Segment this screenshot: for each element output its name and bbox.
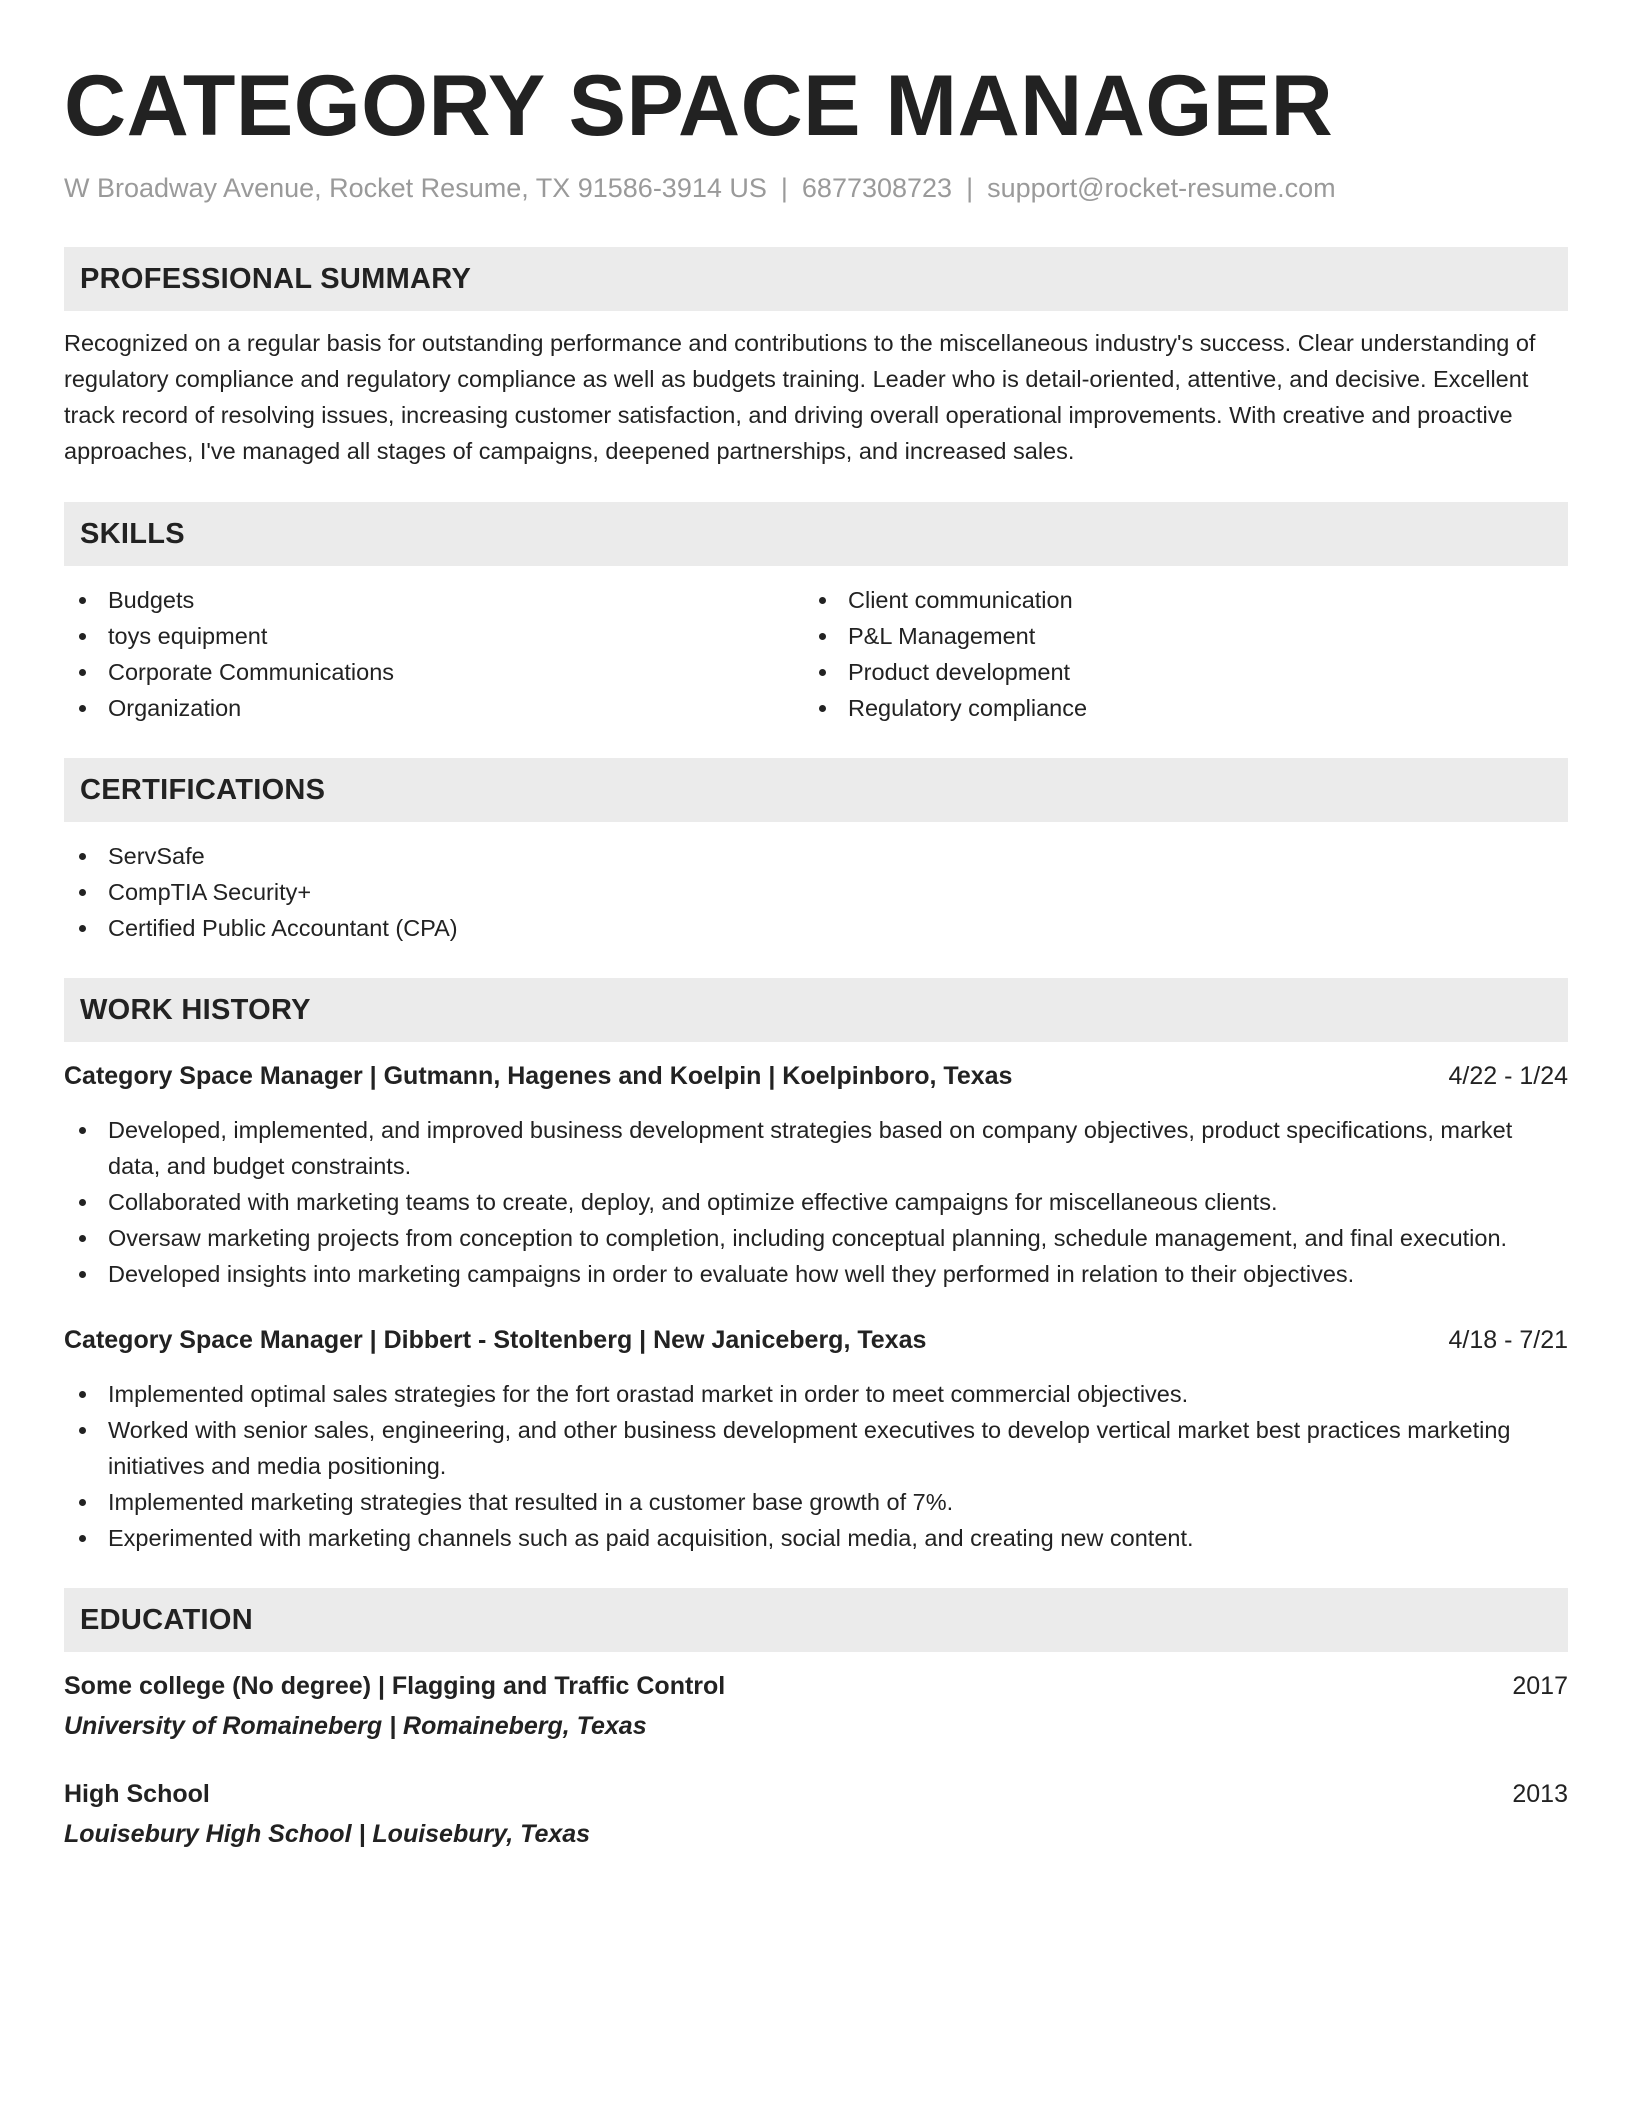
- certifications-list: [64, 838, 1568, 946]
- certification-item: CompTIA Security+: [64, 874, 1568, 910]
- education-header: [64, 1668, 1568, 1704]
- contact-phone: 6877308723: [801, 173, 953, 203]
- contact-email[interactable]: support@rocket-resume.com: [987, 173, 1336, 203]
- skills-list-left: [64, 582, 804, 726]
- education-year: 2013: [1512, 1780, 1568, 1808]
- education-entry: [64, 1776, 1568, 1852]
- education-degree: Some college (No degree) | Flagging and Traffic Control: [64, 1672, 726, 1700]
- job-bullet: Developed insights into marketing campaigns in order to evaluate how well they performed in relation to their objectives.: [64, 1256, 1568, 1292]
- education-header: [64, 1776, 1568, 1812]
- job-title: Category Space Manager | Dibbert - Stoltenberg | New Janiceberg, Texas: [64, 1326, 927, 1354]
- job-bullet: Oversaw marketing projects from conception to completion, including conceptual planning, schedule management, and final execution.: [64, 1220, 1568, 1256]
- job-bullets: [64, 1112, 1568, 1292]
- job-entry: [64, 1322, 1568, 1556]
- education-degree: High School: [64, 1780, 210, 1808]
- education-school: Louisebury High School | Louisebury, Texas: [64, 1820, 591, 1848]
- job-bullet: Worked with senior sales, engineering, and other business development executives to develop vertical market best practices marketing initiatives and media positioning.: [64, 1412, 1568, 1484]
- job-title: Category Space Manager | Gutmann, Hagenes and Koelpin | Koelpinboro, Texas: [64, 1062, 1013, 1090]
- job-bullet: Developed, implemented, and improved business development strategies based on company objectives, product specifications, market data, and budget constraints.: [64, 1112, 1568, 1184]
- job-dates: 4/18 - 7/21: [1448, 1326, 1568, 1354]
- section-heading-education: EDUCATION: [64, 1588, 1568, 1652]
- job-dates: 4/22 - 1/24: [1448, 1062, 1568, 1090]
- certification-item: ServSafe: [64, 838, 1568, 874]
- summary-text: Recognized on a regular basis for outstanding performance and contributions to the miscellaneous industry's success. Clear understanding of regulatory compliance and regulatory compliance as well as budgets training. Leader who is detail-oriented, attentive, and decisive. Excellent track record of resolving issues, increasing customer satisfaction, and driving overall operational improvements. With creative and proactive approaches, I've managed all stages of campaigns, deepened partnerships, and increased sales.: [64, 330, 1536, 464]
- section-heading-work-history: WORK HISTORY: [64, 978, 1568, 1042]
- certification-item: Certified Public Accountant (CPA): [64, 910, 1568, 946]
- contact-line: [64, 170, 1568, 206]
- skill-item: Corporate Communications: [64, 654, 804, 690]
- job-bullet: Experimented with marketing channels such as paid acquisition, social media, and creating new content.: [64, 1520, 1568, 1556]
- skill-item: Regulatory compliance: [804, 690, 1544, 726]
- job-bullet: Collaborated with marketing teams to create, deploy, and optimize effective campaigns for miscellaneous clients.: [64, 1184, 1568, 1220]
- skill-item: Organization: [64, 690, 804, 726]
- job-entry: [64, 1058, 1568, 1292]
- candidate-name: CATEGORY SPACE MANAGER: [64, 58, 1334, 154]
- job-bullet: Implemented marketing strategies that resulted in a customer base growth of 7%.: [64, 1484, 1568, 1520]
- skill-item: Product development: [804, 654, 1544, 690]
- education-entry: [64, 1668, 1568, 1744]
- contact-separator: |: [966, 173, 974, 203]
- contact-address: W Broadway Avenue, Rocket Resume, TX 91586-3914 US: [64, 173, 767, 203]
- skill-item: Client communication: [804, 582, 1544, 618]
- section-heading-summary: PROFESSIONAL SUMMARY: [64, 247, 1568, 311]
- skill-item: toys equipment: [64, 618, 804, 654]
- job-bullet: Implemented optimal sales strategies for the fort orastad market in order to meet commercial objectives.: [64, 1376, 1568, 1412]
- section-heading-skills: SKILLS: [64, 502, 1568, 566]
- skill-item: P&L Management: [804, 618, 1544, 654]
- skill-item: Budgets: [64, 582, 804, 618]
- education-year: 2017: [1512, 1672, 1568, 1700]
- skills-list-right: [804, 582, 1544, 726]
- job-header: [64, 1058, 1568, 1094]
- skills-grid: [64, 582, 1568, 726]
- job-header: [64, 1322, 1568, 1358]
- education-school: University of Romaineberg | Romaineberg, Texas: [64, 1712, 647, 1740]
- job-bullets: [64, 1376, 1568, 1556]
- section-heading-certifications: CERTIFICATIONS: [64, 758, 1568, 822]
- contact-separator: |: [780, 173, 788, 203]
